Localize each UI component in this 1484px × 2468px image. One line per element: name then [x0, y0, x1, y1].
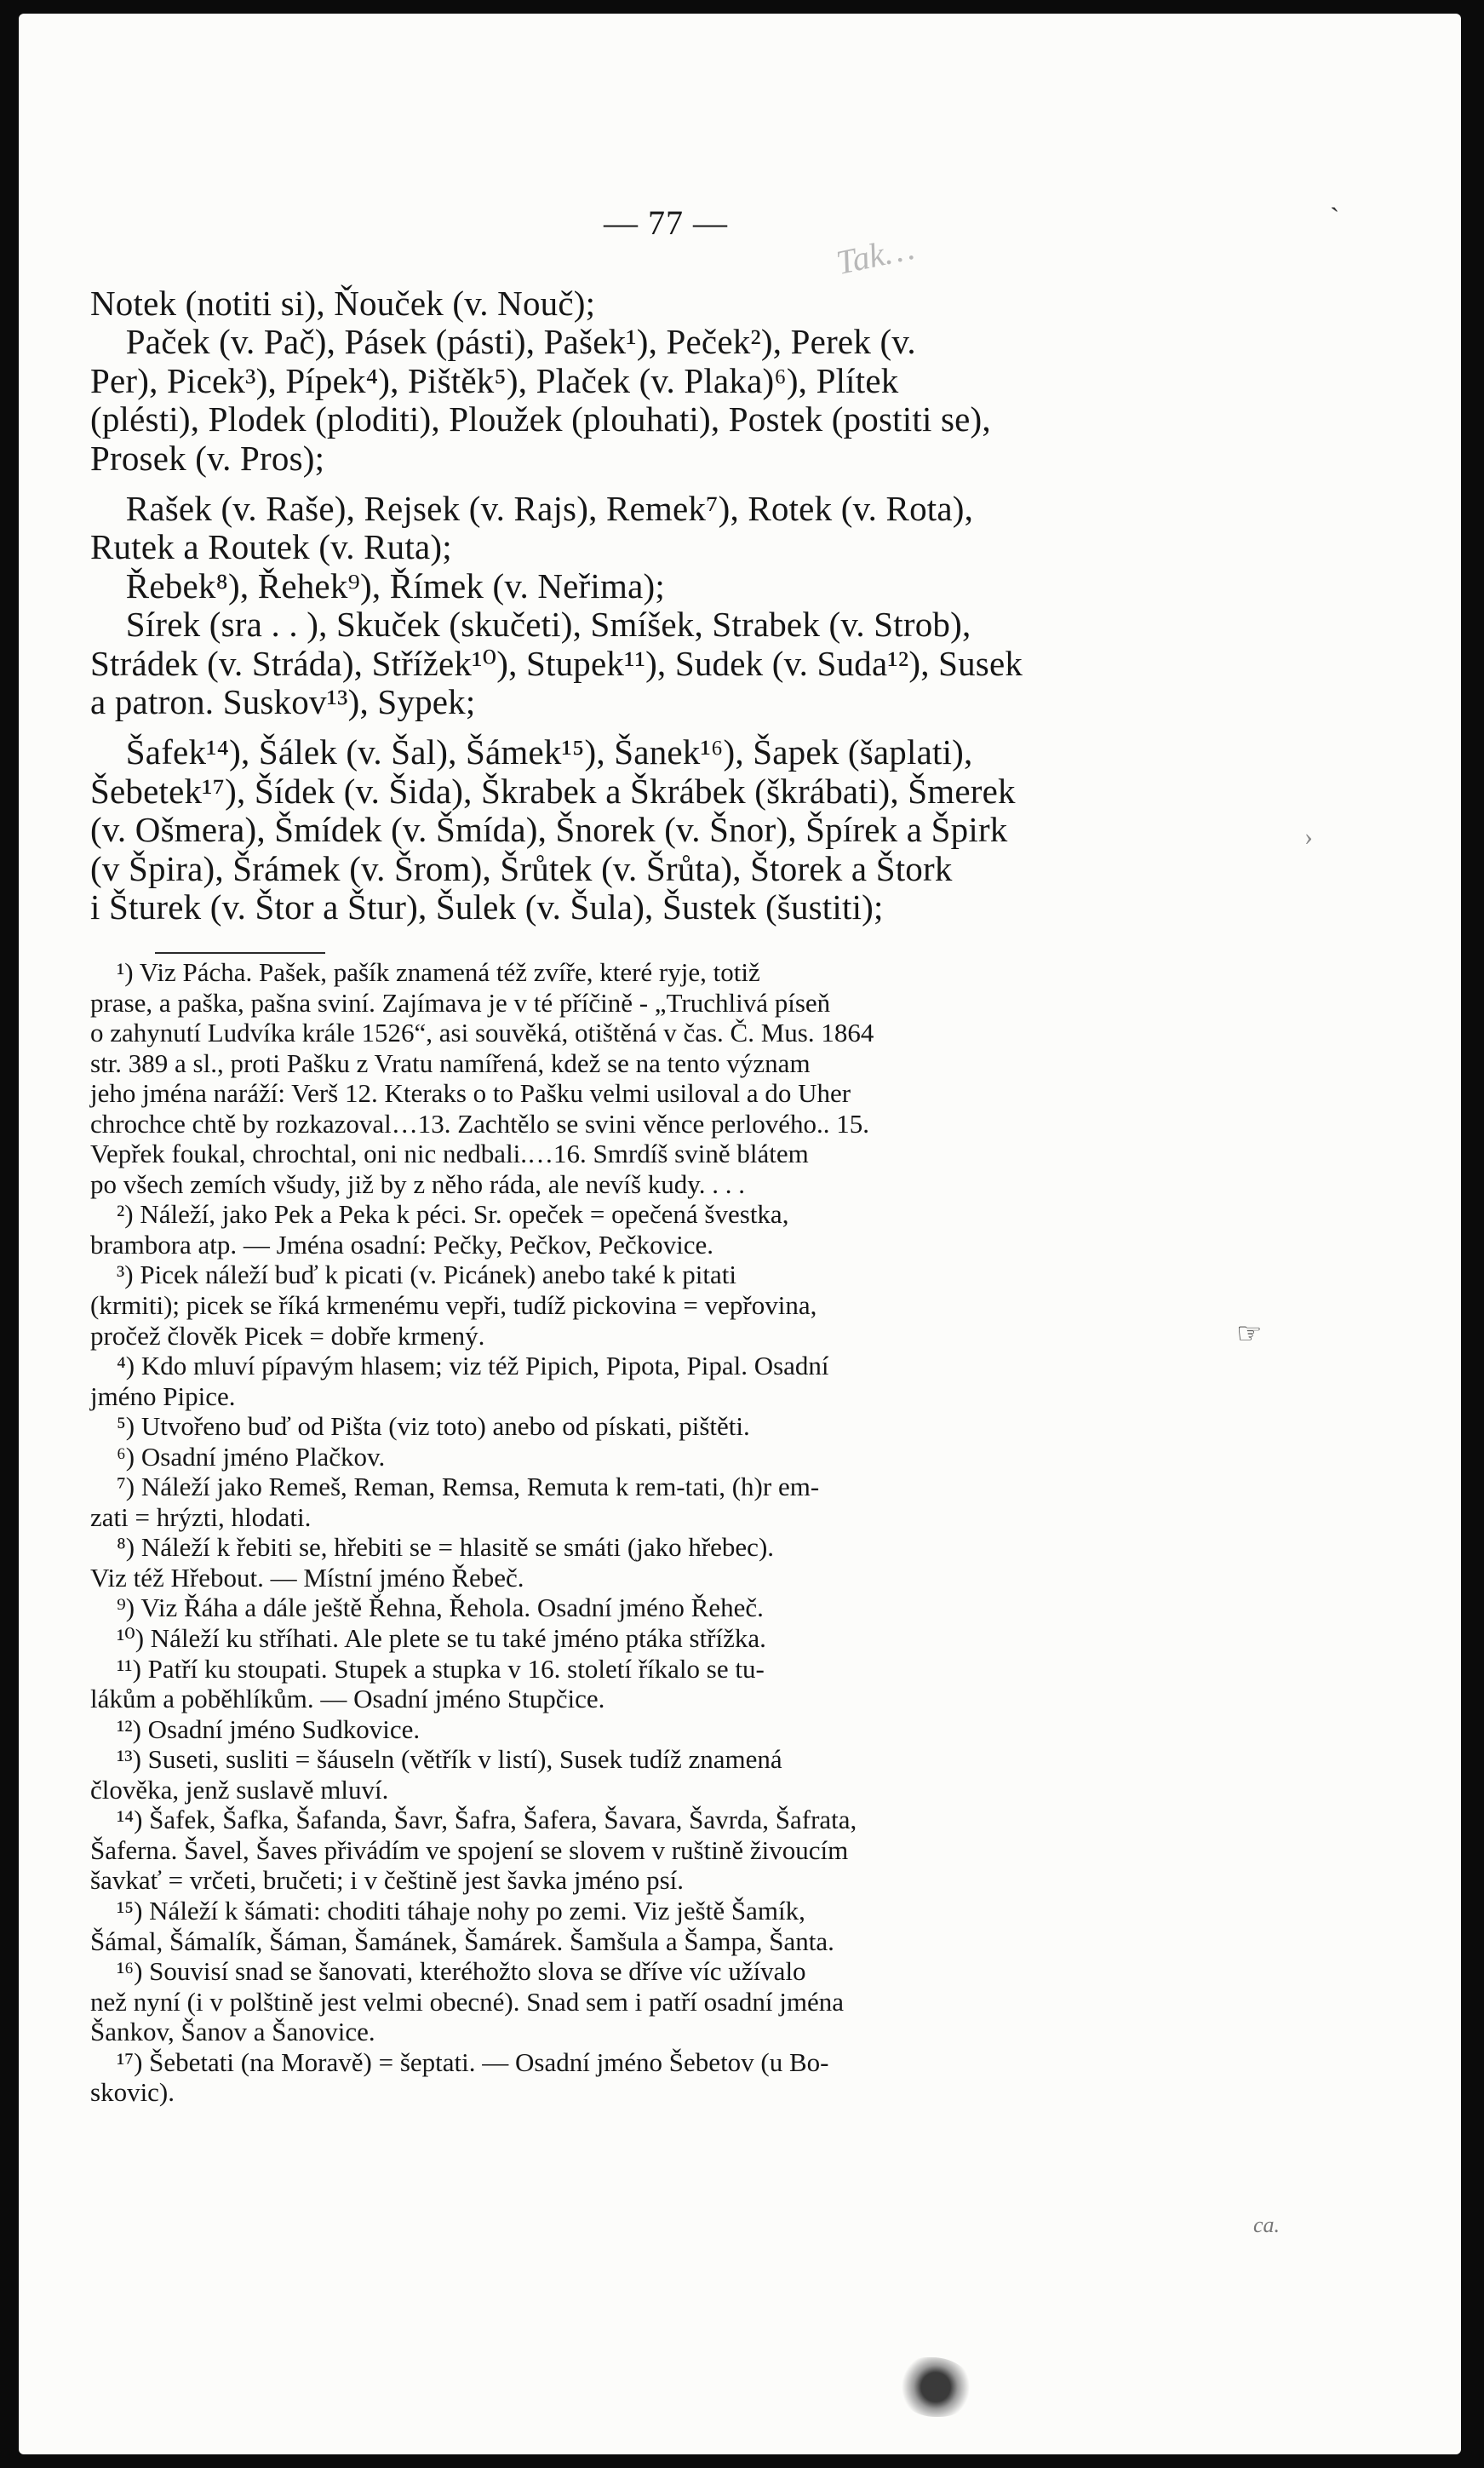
footnote-line: ⁴) Kdo mluví pípavým hlasem; viz též Pipich, Pipota, Pipal. Osadní — [90, 1351, 829, 1381]
footnote-line: po všech zemích všudy, již by z něho ráda, ale nevíš kudy. . . . — [90, 1168, 746, 1199]
text-line: (v. Ošmera), Šmídek (v. Šmída), Šnorek (v. Šnor), Špírek a Špirk — [90, 810, 1008, 850]
footnote-line: jméno Pipice. — [90, 1380, 236, 1411]
footnote-line: ¹) Viz Pácha. Pašek, pašík znamená též zvíře, které ryje, totiž — [90, 957, 760, 987]
footnote-line: chrochce chtě by rozkazoval…13. Zachtělo se svini věnce perlového.. 15. — [90, 1108, 869, 1139]
text-line: Šebetek¹⁷), Šídek (v. Šida), Škrabek a Škrábek (škrábati), Šmerek — [90, 771, 1016, 811]
text-line: (plésti), Plodek (ploditi), Ploužek (plouhati), Postek (postiti se), — [90, 399, 991, 439]
footnote-line: ³) Picek náleží buď k picati (v. Picánek) anebo také k pitati — [90, 1260, 737, 1290]
main-text — [90, 284, 1227, 927]
footnote-line: člověka, jenž suslavě mluví. — [90, 1774, 389, 1805]
text-line: Prosek (v. Pros); — [90, 438, 325, 478]
text-line: (v Špira), Šrámek (v. Šrom), Šrůtek (v. Šrůta), Štorek a Štork — [90, 848, 953, 888]
footnote-line: ¹⁷) Šebetati (na Moravě) = šeptati. — Osadní jméno Šebetov (u Bo- — [90, 2046, 829, 2077]
pencil-annotation: Tak… — [833, 227, 918, 283]
footnote-line: ¹³) Suseti, susliti = šáuseln (větřík v listí), Susek tudíž znamená — [90, 1744, 782, 1775]
margin-bracket-mark: › — [1304, 823, 1313, 851]
scanned-page — [19, 14, 1461, 2454]
footnote-line: str. 389 a sl., proti Pašku z Vratu namířená, kdež se na tento význam — [90, 1047, 811, 1078]
footnote-line: ¹⁰) Náleží ku stříhati. Ale plete se tu také jméno ptáka střížka. — [90, 1623, 766, 1654]
text-line: a patron. Suskov¹³), Sypek; — [90, 682, 476, 722]
footnote-line: jeho jména naráží: Verš 12. Kteraks o to Pašku velmi usiloval a do Uher — [90, 1078, 851, 1109]
footnote-line: lákům a poběhlíkům. — Osadní jméno Stupčice. — [90, 1684, 605, 1714]
footnote-line: ¹¹) Patří ku stoupati. Stupek a stupka v 16. století říkalo se tu- — [90, 1653, 765, 1684]
footnote-line: prase, a paška, pašna sviní. Zajímava je v té příčině - „Truchlivá píseň — [90, 987, 831, 1018]
footnote-line: ¹⁵) Náleží k šámati: choditi táhaje nohy po zemi. Viz ještě Šamík, — [90, 1895, 805, 1926]
footnote-line: Viz též Hřebout. — Místní jméno Řebeč. — [90, 1562, 524, 1593]
footnote-line: Vepřek foukal, chrochtal, oni nic nedbali.…16. Smrdíš svině blátem — [90, 1139, 809, 1169]
footnote-line: ⁸) Náleží k řebiti se, hřebiti se = hlasitě se smáti (jako hřebec). — [90, 1532, 775, 1563]
footnote-line: šavkať = vrčeti, bručeti; i v češtině jest šavka jméno psí. — [90, 1865, 685, 1896]
text-line: Strádek (v. Stráda), Střížek¹⁰), Stupek¹¹), Sudek (v. Suda¹²), Susek — [90, 643, 1023, 683]
text-line: Paček (v. Pač), Pásek (pásti), Pašek¹), Peček²), Perek (v. — [90, 322, 916, 362]
ink-blot — [897, 2357, 974, 2417]
footnote-line: ¹⁴) Šafek, Šafka, Šafanda, Šavr, Šafra, Šafera, Šavara, Šavrda, Šafrata, — [90, 1805, 857, 1835]
text-line: Rašek (v. Raše), Rejsek (v. Rajs), Remek⁷), Rotek (v. Rota), — [90, 489, 974, 529]
footnote-line: ²) Náleží, jako Pek a Peka k péci. Sr. opeček = opečená švestka, — [90, 1199, 789, 1230]
footnote-line: Šaferna. Šavel, Šaves přivádím ve spojení se slovem v ruštině živoucím — [90, 1834, 849, 1865]
text-line: Notek (notiti si), Ňouček (v. Nouč); — [90, 284, 596, 323]
pointing-hand-icon: ☞ — [1236, 1318, 1263, 1350]
text-line: i Šturek (v. Štor a Štur), Šulek (v. Šula), Šustek (šustiti); — [90, 887, 884, 927]
footnote-line: Šankov, Šanov a Šanovice. — [90, 2017, 375, 2047]
text-line: Řebek⁸), Řehek⁹), Římek (v. Neřima); — [90, 565, 665, 606]
footnote-line: ¹⁶) Souvisí snad se šanovati, kteréhožto slova se dříve víc užívalo — [90, 1956, 806, 1987]
footnotes — [90, 957, 1231, 2108]
text-line: Rutek a Routek (v. Ruta); — [90, 527, 452, 567]
footnote-line: (krmiti); picek se říká krmenému vepři, tudíž pickovina = vepřovina, — [90, 1290, 817, 1321]
text-line: Šafek¹⁴), Šálek (v. Šal), Šámek¹⁵), Šanek¹⁶), Šapek (šaplati), — [90, 732, 973, 772]
footnote-line: Šámal, Šámalík, Šáman, Šamánek, Šamárek. Šamšula a Šampa, Šanta. — [90, 1926, 834, 1956]
footnote-line: skovic). — [90, 2077, 175, 2108]
footnote-line: ⁷) Náleží jako Remeš, Reman, Remsa, Remuta k rem-tati, (h)r em- — [90, 1472, 820, 1502]
footnote-line: ⁶) Osadní jméno Plačkov. — [90, 1441, 386, 1472]
footnote-line: ⁹) Viz Řáha a dále ještě Řehna, Řehola. Osadní jméno Řeheč. — [90, 1593, 764, 1623]
footnote-line: brambora atp. — Jména osadní: Pečky, Pečkov, Pečkovice. — [90, 1229, 714, 1260]
footnote-line: o zahynutí Ludvíka krále 1526“, asi souvěká, otištěná v čas. Č. Mus. 1864 — [90, 1018, 874, 1048]
page-number: — 77 — — [604, 204, 728, 242]
footnote-separator — [155, 952, 325, 954]
text-line: Sírek (sra . . ), Skuček (skučeti), Smíšek, Strabek (v. Strob), — [90, 605, 971, 645]
footnote-line: ¹²) Osadní jméno Sudkovice. — [90, 1713, 421, 1744]
footnote-line: ⁵) Utvořeno buď od Pišta (viz toto) anebo od pískati, pištěti. — [90, 1411, 750, 1442]
margin-tick-mark: ˏ — [1330, 181, 1340, 212]
text-line: Per), Picek³), Pípek⁴), Pištěk⁵), Plaček (v. Plaka)⁶), Plítek — [90, 360, 899, 400]
margin-pencil-mark: ca. — [1253, 2213, 1281, 2237]
footnote-line: pročež člověk Picek = dobře krmený. — [90, 1320, 485, 1351]
footnote-line: zati = hrýzti, hlodati. — [90, 1501, 312, 1532]
footnote-line: než nyní (i v polštině jest velmi obecné). Snad sem i patří osadní jména — [90, 1986, 845, 2017]
